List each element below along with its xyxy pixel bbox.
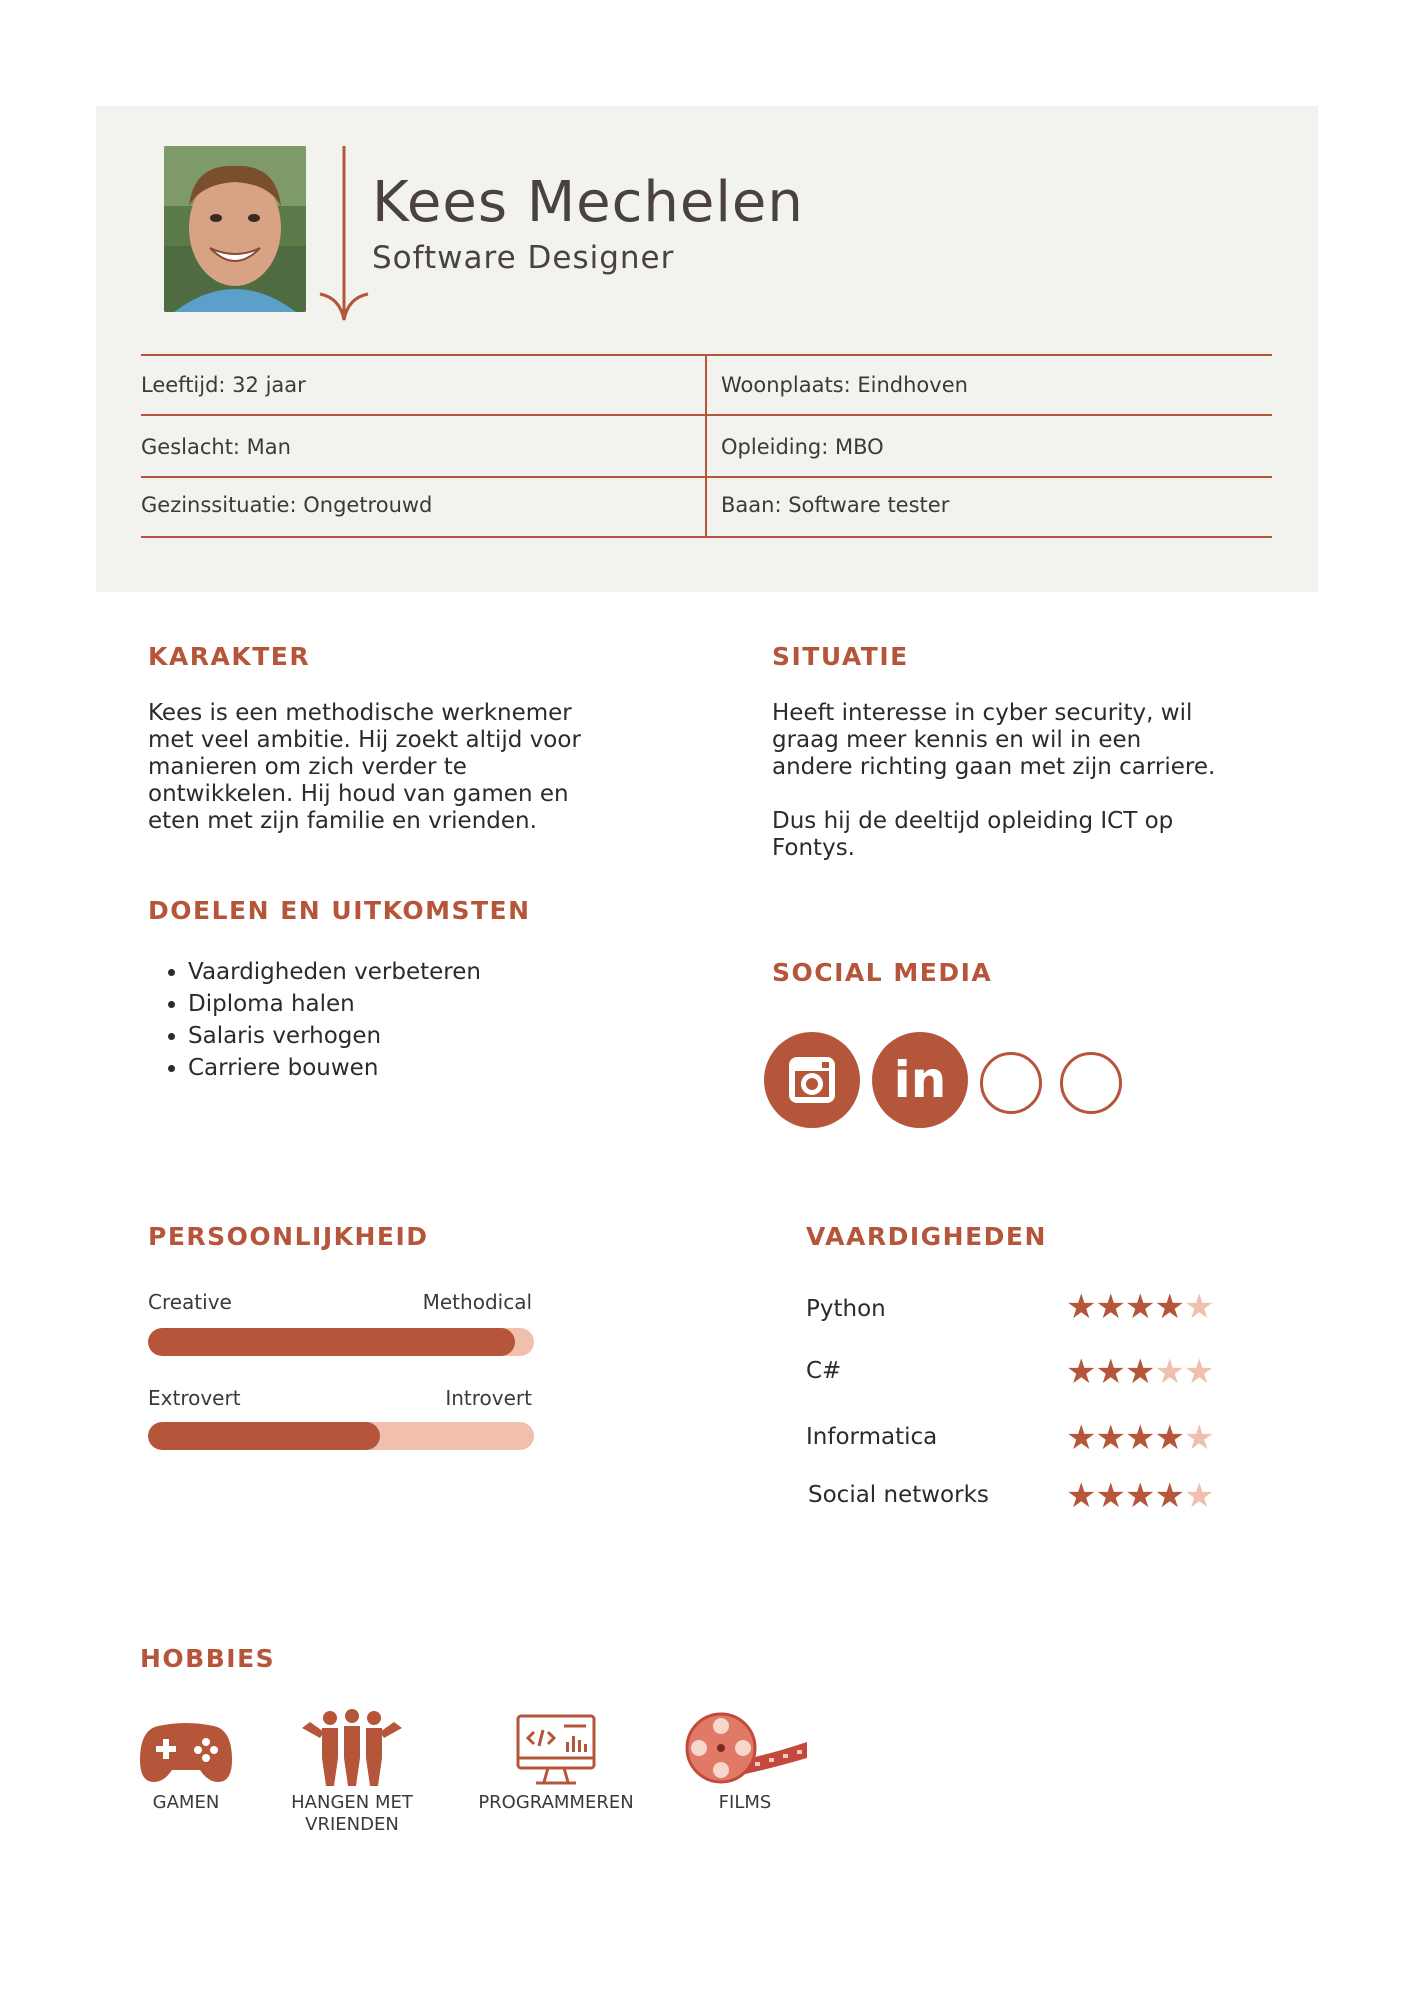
list-item: • Diploma halen <box>188 988 481 1020</box>
gamepad-icon <box>138 1716 234 1788</box>
persoonlijkheid-heading: PERSOONLIJKHEID <box>148 1222 429 1251</box>
empty-circle-icon <box>980 1052 1042 1114</box>
star-filled-icon: ★ <box>1095 1418 1125 1458</box>
skill-name: C# <box>806 1358 842 1384</box>
trait-bar <box>148 1328 534 1356</box>
info-age: Leeftijd: 32 jaar <box>141 373 306 397</box>
info-table <box>141 354 1272 538</box>
star-filled-icon: ★ <box>1154 1287 1184 1327</box>
star-empty-icon: ★ <box>1183 1352 1214 1392</box>
star-filled-icon: ★ <box>1095 1476 1125 1516</box>
hobbies-heading: HOBBIES <box>140 1644 276 1673</box>
star-filled-icon: ★ <box>1095 1352 1125 1392</box>
info-education: Opleiding: MBO <box>721 435 884 459</box>
star-filled-icon: ★ <box>1066 1352 1096 1392</box>
info-gender: Geslacht: Man <box>141 435 291 459</box>
star-filled-icon: ★ <box>1124 1352 1155 1392</box>
star-empty-icon: ★ <box>1183 1476 1214 1516</box>
linkedin-icon[interactable]: in <box>872 1032 968 1128</box>
trait-bar-fill <box>148 1328 515 1356</box>
person-photo-icon <box>164 146 306 312</box>
social-heading: SOCIAL MEDIA <box>772 958 993 987</box>
divider <box>705 354 707 538</box>
skill-rating <box>1066 1352 1214 1392</box>
list-item: • Salaris verhogen <box>188 1020 481 1052</box>
empty-circle-icon <box>1060 1052 1122 1114</box>
star-filled-icon: ★ <box>1095 1287 1125 1327</box>
star-filled-icon: ★ <box>1066 1476 1096 1516</box>
person-name: Kees Mechelen <box>372 170 804 235</box>
friends-icon <box>300 1708 404 1788</box>
skill-rating <box>1066 1476 1214 1516</box>
trait-left-label: Creative <box>148 1290 232 1314</box>
skill-rating <box>1066 1418 1214 1458</box>
hobby-item <box>466 1712 646 1814</box>
star-filled-icon: ★ <box>1124 1476 1155 1516</box>
computer-code-icon <box>514 1712 598 1788</box>
down-arrow-icon <box>318 146 370 324</box>
profile-photo <box>164 146 306 312</box>
vaardigheden-heading: VAARDIGHEDEN <box>806 1222 1047 1251</box>
star-filled-icon: ★ <box>1154 1418 1184 1458</box>
doelen-heading: DOELEN EN UITKOMSTEN <box>148 896 531 925</box>
hobby-label: PROGRAMMEREN <box>478 1792 634 1813</box>
list-item: • Carriere bouwen <box>188 1052 481 1084</box>
star-filled-icon: ★ <box>1124 1418 1155 1458</box>
hobby-label: HANGEN MET VRIENDEN <box>291 1792 413 1835</box>
trait-bar <box>148 1422 534 1450</box>
info-job: Baan: Software tester <box>721 493 950 517</box>
skill-name: Python <box>806 1296 886 1322</box>
hobby-item <box>276 1708 428 1836</box>
star-empty-icon: ★ <box>1183 1418 1214 1458</box>
situatie-text: Heeft interesse in cyber security, wil graag meer kennis en wil in een andere richting gaan met zijn carriere. Dus hij de deeltijd opleiding ICT op Fontys. <box>772 700 1216 861</box>
star-filled-icon: ★ <box>1066 1287 1096 1327</box>
trait-right-label: Methodical <box>422 1290 532 1314</box>
info-family: Gezinssituatie: Ongetrouwd <box>141 493 433 517</box>
karakter-heading: KARAKTER <box>148 642 311 671</box>
skill-rating <box>1066 1287 1214 1327</box>
trait-right-label: Introvert <box>445 1386 532 1410</box>
situatie-heading: SITUATIE <box>772 642 909 671</box>
hobby-item <box>126 1716 246 1814</box>
trait-bar-fill <box>148 1422 380 1450</box>
hobby-item <box>680 1708 810 1814</box>
list-item: • Vaardigheden verbeteren <box>188 956 481 988</box>
star-filled-icon: ★ <box>1154 1476 1184 1516</box>
hobby-label: FILMS <box>718 1792 772 1813</box>
star-filled-icon: ★ <box>1124 1287 1155 1327</box>
skill-name: Informatica <box>806 1424 938 1450</box>
instagram-icon[interactable] <box>764 1032 860 1128</box>
star-empty-icon: ★ <box>1154 1352 1184 1392</box>
star-empty-icon: ★ <box>1183 1287 1214 1327</box>
skill-name: Social networks <box>808 1482 989 1508</box>
goals-list <box>148 956 481 1084</box>
karakter-text: Kees is een methodische werknemer met veel ambitie. Hij zoekt altijd voor manieren om zich verder te ontwikkelen. Hij houd van gamen en eten met zijn familie en vrienden. <box>148 700 581 834</box>
person-role: Software Designer <box>372 240 675 276</box>
info-residence: Woonplaats: Eindhoven <box>721 373 968 397</box>
film-reel-icon <box>681 1708 809 1788</box>
star-filled-icon: ★ <box>1066 1418 1096 1458</box>
hobby-label: GAMEN <box>152 1792 220 1813</box>
trait-left-label: Extrovert <box>148 1386 241 1410</box>
